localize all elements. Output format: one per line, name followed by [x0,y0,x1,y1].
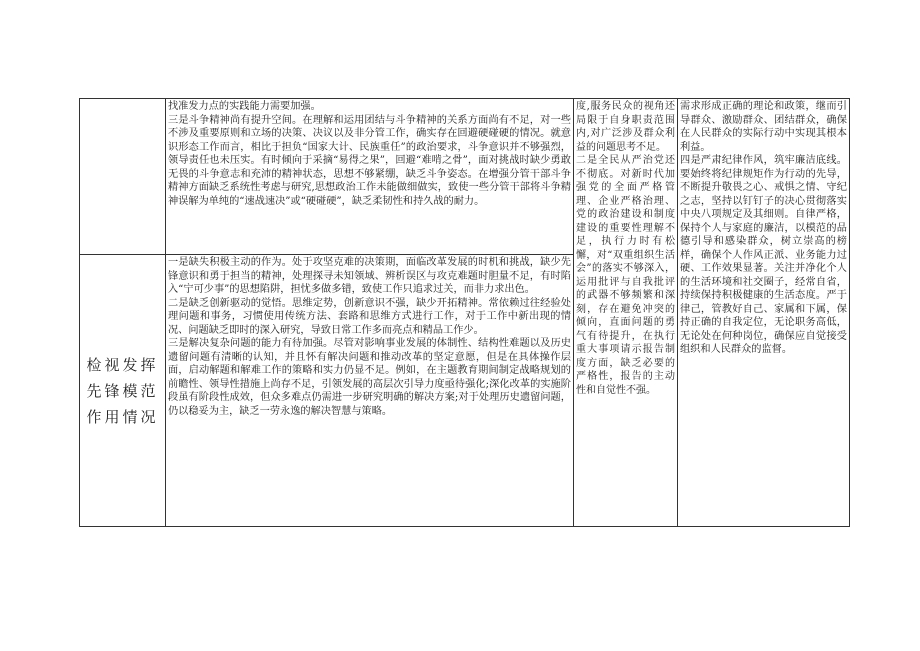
cell-paragraph: 三是斗争精神尚有提升空间。在理解和运用团结与斗争精神的关系方面尚有不足，对一些不涉及重要原则和立场的决策、决议以及非分管工作，确实存在回避硬碰硬的情况。就意识形态工作而言，相比于担负“国家大计、民族重任”的政治要求，斗争意识并不够强烈，领导责任也未压实。有时倾向于采摘“易得之果”，回避“难啃之骨”，面对挑战时缺少勇敢无畏的斗争意志和充沛的精神状态，思想不够紧绷，缺乏斗争姿态。在增强分管干部斗争精神方面缺乏系统性考虑与研究,思想政治工作未能做细做实，致使一些分管干部将斗争精神误解为单纯的“速战速决”或“硬碰硬”，缺乏柔韧性和持久战的耐力。 [168,114,571,207]
cell-paragraph: 度,服务民众的视角还局限于自身职责范围内,对广泛涉及群众利益的问题思考不足。 [576,101,675,153]
row-label: 检视发挥先锋模范作用情况 [86,355,159,426]
cell-paragraph: 找准发力点的实践能力需要加强。 [168,101,321,112]
review-table [79,98,850,527]
row-label-cell [80,255,166,527]
cell-paragraph: 四是严肃纪律作风，筑牢廉洁底线。要始终将纪律规矩作为行动的先导，不断提升敬畏之心、戒惧之情、守纪之志，坚持以钉钉子的决心贯彻落实中央八项规定及其细则。自律严格，保持个人与家庭的廉洁，以模范的品德引导和感染群众，树立崇高的榜样，确保个人作风正派、业务能力过硬、工作效果显著。关注并净化个人的生活环境和社交圈子，经常自省，持续保持积极健康的生活态度。严于律己，管教好自己、家属和下属，保持正确的自我定位，无论职务高低，无论处在何种岗位，确保应自觉接受组织和人民群众的监督。 [680,155,847,355]
row-label-cell-empty [80,99,166,255]
table-cell [574,99,678,527]
cell-paragraph: 需求形成正确的理论和政策，继而引导群众、激励群众、团结群众，确保在人民群众的实际行动中实现其根本利益。 [680,101,847,153]
table-cell [166,99,574,255]
cell-paragraph: 二是缺乏创新驱动的觉悟。思维定势，创新意识不强，缺少开拓精神。常依赖过往经验处理问题和事务，习惯使用传统方法、套路和思维方式进行工作，对于工作中新出现的情况、问题缺乏即时的深入研究，导致日常工作多而亮点和精品工作少。 [168,297,571,336]
cell-paragraph: 三是解决复杂问题的能力有待加强。尽管对影响事业发展的体制性、结构性难题以及历史遗留问题有清晰的认知，并且怀有解决问题和推动改革的坚定意愿，但是在具体操作层面，启动解题和解难工作的策略和实力仍显不足。例如，在主题教育期间制定战略规划的前瞻性、领导性措施上尚存不足，引领发展的高层次引导力度亟待强化;深化改革的实施阶段虽有阶段性成效，但众多难点仍需进一步研究明确的解决方案;对于处理历史遗留问题，仍以稳妥为主，缺乏一劳永逸的解决智慧与策略。 [168,338,571,417]
table-cell [678,99,850,527]
table-cell [166,255,574,527]
table-row [80,99,850,255]
cell-paragraph: 一是缺失积极主动的作为。处于攻坚克难的决策期，面临改革发展的时机和挑战，缺少先锋意识和勇于担当的精神，处理探寻未知领域、辨析误区与攻克难题时胆量不足，有时陷入“宁可少事”的思想陷阱，担忧多做多错，致使工作只追求过关，而非力求出色。 [168,257,571,295]
cell-paragraph: 二是全民从严治党还不彻底。对新时代加强党的全面严格管理、企业严格治理、党的政治建设和制度建设的重要性理解不足，执行力时有松懈，对“双重组织生活会”的落实不够深入，运用批评与自我批评的武器不够频繁和深刻，存在避免冲突的倾向，直面问题的勇气有待提升，在执行重大事项请示报告制度方面，缺乏必要的严格性，报告的主动性和自觉性不强。 [576,155,675,396]
